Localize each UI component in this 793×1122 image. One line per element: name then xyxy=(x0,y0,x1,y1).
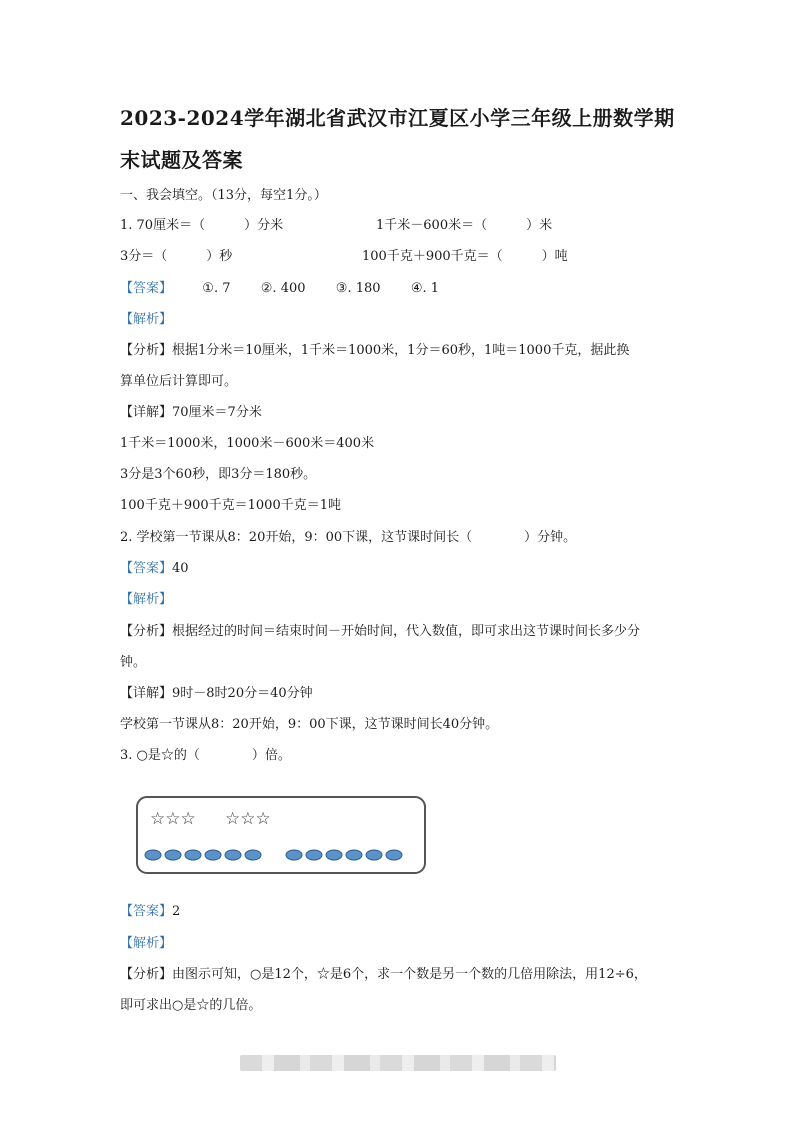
q1-fenxi-1: 【分析】根据1分米＝10厘米，1千米＝1000米，1分＝60秒，1吨＝1000千克，据此换 xyxy=(120,343,630,358)
q1-xiangjie-3: 3分是3个60秒，即3分＝180秒。 xyxy=(120,467,317,482)
circle-shape xyxy=(326,850,342,860)
circle-shape xyxy=(225,850,241,860)
q1-xiangjie-4: 100千克＋900千克＝1000千克＝1吨 xyxy=(120,498,341,513)
stars-circles-figure xyxy=(134,794,428,876)
figure-svg xyxy=(134,794,428,876)
xiangjie-tag: 【详解】 xyxy=(120,405,173,420)
q2-xiangjie-1: 【详解】9时－8时20分＝40分钟 xyxy=(120,686,313,701)
q1-fenxi-2: 算单位后计算即可。 xyxy=(120,374,238,389)
q3-answer: 【答案】2 xyxy=(120,904,181,919)
circle-shape xyxy=(145,850,161,860)
q2-jiexi: 【解析】 xyxy=(120,592,173,607)
q3-jiexi: 【解析】 xyxy=(120,936,173,951)
q1-xiangjie-2: 1千米＝1000米，1000米－600米＝400米 xyxy=(120,436,375,451)
circle-shape xyxy=(386,850,402,860)
circle-shape xyxy=(165,850,181,860)
star-group-1: ☆☆☆ xyxy=(150,809,196,829)
xiangjie-tag: 【详解】 xyxy=(120,686,173,701)
q3-question: 3. ○是☆的（ ）倍。 xyxy=(120,748,291,763)
q1-line1 xyxy=(120,216,553,236)
q1-answer-4: ④. 1 xyxy=(410,281,440,296)
answer-tag: 【答案】 xyxy=(120,561,173,576)
q1-part-a: 1. 70厘米＝（ ）分米 xyxy=(120,218,284,233)
q2-question: 2. 学校第一节课从8：20开始，9：00下课，这节课时间长（ ）分钟。 xyxy=(120,530,577,545)
q1-part-d: 100千克＋900千克＝（ ）吨 xyxy=(362,249,568,264)
star-group-2: ☆☆☆ xyxy=(225,809,271,829)
circle-shape xyxy=(346,850,362,860)
q3-fenxi-2: 即可求出○是☆的几倍。 xyxy=(120,998,262,1013)
circle-shape xyxy=(185,850,201,860)
q1-answer-2: ②. 400 xyxy=(260,281,306,296)
q3-fenxi-1: 【分析】由图示可知，○是12个，☆是6个，求一个数是另一个数的几倍用除法，用12÷6， xyxy=(120,967,647,982)
circle-shape xyxy=(245,850,261,860)
q2-answer: 【答案】40 xyxy=(120,561,189,576)
q1-line2 xyxy=(120,247,568,267)
q2-fenxi-2: 钟。 xyxy=(120,655,147,670)
q1-answer-3: ③. 180 xyxy=(335,281,381,296)
q1-answer-1: ①. 7 xyxy=(202,281,231,296)
section-heading: 一、我会填空。（13分，每空1分。） xyxy=(120,188,327,203)
q1-part-b: 1千米－600米＝（ ）米 xyxy=(376,218,553,233)
q1-xiangjie-1: 【详解】70厘米＝7分米 xyxy=(120,405,262,420)
answer-tag: 【答案】 xyxy=(120,281,173,296)
circle-shape xyxy=(306,850,322,860)
fenxi-tag: 【分析】 xyxy=(120,343,173,358)
blurred-footer-watermark xyxy=(240,1055,556,1071)
q2-fenxi-1: 【分析】根据经过的时间＝结束时间－开始时间，代入数值，即可求出这节课时间长多少分 xyxy=(120,624,641,639)
q1-jiexi: 【解析】 xyxy=(120,312,173,327)
q1-part-c: 3分＝（ ）秒 xyxy=(120,249,233,264)
q1-answer xyxy=(120,279,439,299)
fenxi-tag: 【分析】 xyxy=(120,624,173,639)
answer-tag: 【答案】 xyxy=(120,904,173,919)
circle-shape xyxy=(366,850,382,860)
q2-xiangjie-2: 学校第一节课从8：20开始，9：00下课，这节课时间长40分钟。 xyxy=(120,717,499,732)
fenxi-tag: 【分析】 xyxy=(120,967,173,982)
page-title: 2023-2024学年湖北省武汉市江夏区小学三年级上册数学期末试题及答案 xyxy=(120,106,675,172)
circle-shape xyxy=(205,850,221,860)
circle-shape xyxy=(286,850,302,860)
